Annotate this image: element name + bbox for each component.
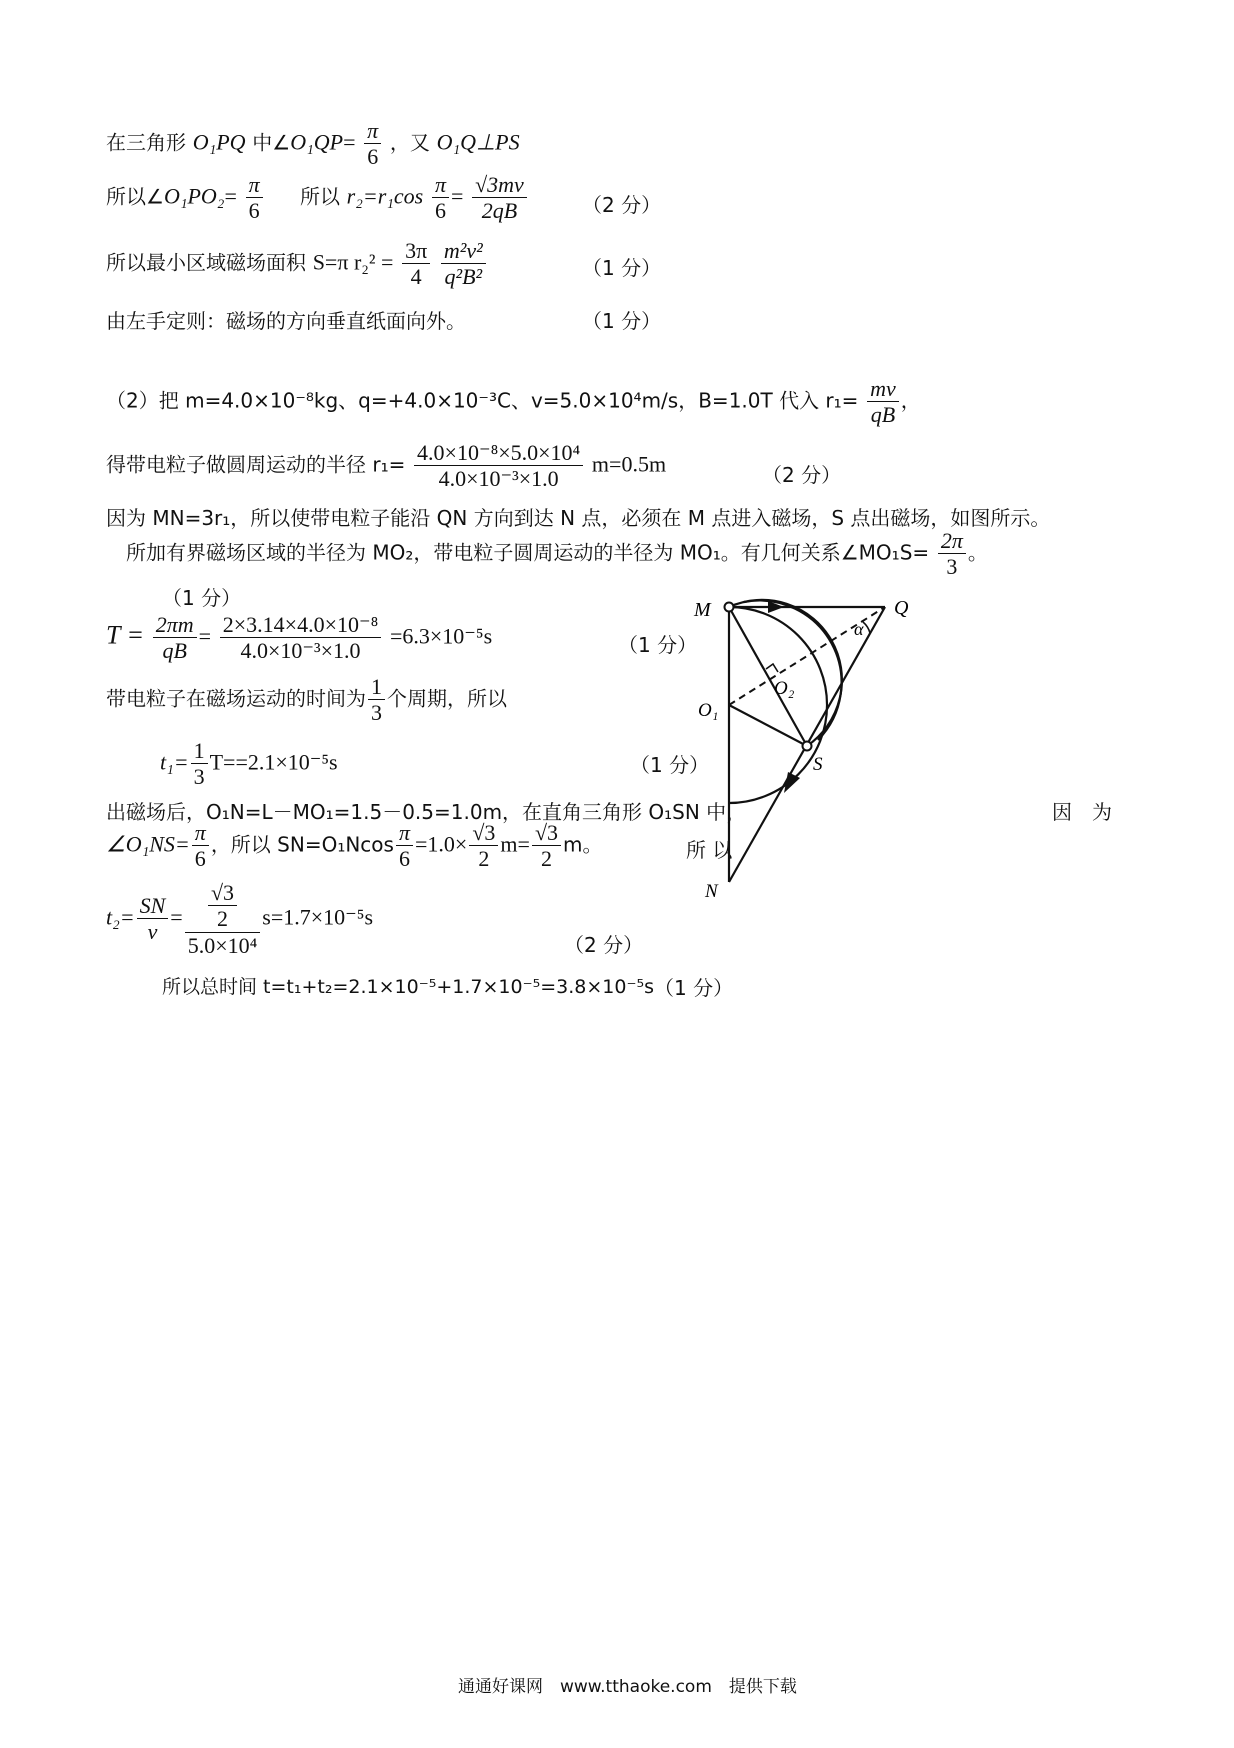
line-15 [106,880,373,958]
equals: = [343,129,356,155]
numerator: √3mv [472,172,527,198]
numerator: √3 [208,880,237,906]
text: =1.0× [415,831,468,857]
denominator: 6 [248,198,260,224]
line-1 [106,118,520,170]
denominator: 4.0×10⁻³×1.0 [438,466,559,492]
triangle-label: O₁PQ [192,129,246,155]
numerator: √3 [532,820,561,846]
numerator: 2πm [153,612,197,638]
t1-label: t₁= [160,749,189,775]
result: T==2.1×10⁻⁵s [209,749,338,775]
angle-label: O₁PO₂ [163,183,225,209]
denominator: 3 [193,764,205,790]
score: （1 分） [582,256,662,280]
denominator: 6 [434,198,446,224]
line-7: 因为 MN=3r₁，所以使带电粒子能沿 QN 方向到达 N 点，必须在 M 点进入磁场，S 点出磁场，如图所示。 [106,506,1051,530]
denominator: 6 [367,144,379,170]
numerator: mv [867,376,899,402]
denominator: 5.0×10⁴ [187,932,258,958]
line-16: 所以总时间 t=t₁+t₂=2.1×10⁻⁵+1.7×10⁻⁵=3.8×10⁻⁵s [162,976,654,998]
T-label: T = [106,620,145,650]
result: =6.3×10⁻⁵s [389,623,493,649]
denominator: q²B² [444,264,483,290]
score: （2 分） [762,463,842,487]
fraction [532,820,561,872]
fraction [402,238,430,290]
denominator: 4.0×10⁻³×1.0 [240,638,361,664]
line-12 [160,738,338,790]
denominator: 4 [410,264,422,290]
point-S [803,742,812,751]
result: m=0.5m [591,451,667,477]
text: 个周期，所以 [387,686,507,711]
area-expr: S=π r₂² = [312,249,394,275]
score: （2 分） [582,193,662,217]
text: m。 [563,832,603,857]
denominator: qB [162,638,187,664]
denominator: v [147,919,158,945]
angle-expr: ∠O₁NS= [106,831,190,857]
score: （1 分） [618,633,698,657]
numerator: π [364,118,381,144]
denominator: 3 [946,554,958,580]
denominator: 6 [398,846,410,872]
equals: = [224,183,237,209]
numerator [185,880,261,933]
geometry-figure [680,590,1040,910]
line-5 [106,376,921,428]
score: （1 分） [630,753,710,777]
fraction [153,612,197,664]
label-Q: Q [894,597,909,619]
label-M: M [694,599,711,621]
denominator: 2 [540,846,552,872]
line-2 [106,172,529,224]
fraction [137,893,169,945]
text: （2）把 m=4.0×10⁻⁸kg、q=+4.0×10⁻³C、v=5.0×10⁴m/s，B=1.0T 代入 r₁= [106,388,859,413]
right-angle-mark [766,664,778,672]
result: s=1.7×10⁻⁵s [262,904,374,930]
t2-label: t₂= [106,904,135,930]
footer-text: 通通好课网 www.tthaoke.com 提供下载 [458,1677,797,1697]
label-S: S [813,754,823,775]
line-4: 由左手定则：磁场的方向垂直纸面向外。 [106,309,466,333]
fraction [938,528,966,580]
numerator: m²v² [441,238,486,264]
score: （1 分） [162,586,242,610]
fraction [867,376,899,428]
line-11 [106,674,507,726]
label-O1: O₁ [698,700,719,721]
fraction [469,820,498,872]
line-14 [106,820,603,872]
text: 所以最小区域磁场面积 [106,250,306,275]
numerator: SN [137,893,169,919]
line-3 [106,238,488,290]
fraction [441,238,486,290]
denominator: 2 [478,846,490,872]
fraction [414,440,583,492]
fraction [364,118,381,170]
line-6 [106,440,666,492]
equals: = [170,904,183,930]
denominator: 2 [217,906,228,932]
numerator: 4.0×10⁻⁸×5.0×10⁴ [414,440,583,466]
numerator: √3 [469,820,498,846]
r2-expr: r₂=r₁cos [346,183,424,209]
fraction [396,820,413,872]
equals: = [450,183,464,209]
fraction [220,612,382,664]
score: （1 分） [582,309,662,333]
text: 得带电粒子做圆周运动的半径 r₁= [106,452,406,477]
line-14-right: 所 以 [686,838,733,862]
label-N: N [705,881,718,902]
compound-fraction [185,880,261,958]
fraction [368,674,385,726]
numerator: 3π [402,238,430,264]
fraction [246,172,263,224]
fraction [432,172,449,224]
text: 所以∠ [106,184,164,209]
numerator: π [396,820,413,846]
fraction [192,820,209,872]
denominator: 3 [371,700,382,726]
text: ，所以 SN=O₁Ncos [210,832,394,857]
numerator: π [246,172,263,198]
denominator: 6 [194,846,206,872]
text: m= [500,831,530,857]
angle-label: O₁QP [290,129,344,155]
text: ， [900,388,921,413]
numerator: 2π [938,528,966,554]
equals: = [198,623,212,649]
text: 在三角形 [106,130,186,155]
text: 。 [967,540,988,565]
point-M [725,603,734,612]
label-alpha: α [854,619,864,639]
label-O2: O₂ [774,678,795,699]
line-10 [106,612,492,664]
inner-fraction [208,880,237,932]
numerator: 1 [368,674,385,700]
line-8 [126,528,988,580]
line-13-right: 因 为 [1052,800,1112,824]
score: （1 分） [654,976,734,1000]
numerator: 2×3.14×4.0×10⁻⁸ [220,612,382,638]
denominator: qB [870,402,896,428]
fraction [472,172,527,224]
denominator: 2qB [481,198,518,224]
score: （2 分） [564,933,644,957]
numerator: π [432,172,449,198]
alpha-arc [863,622,870,633]
fraction [191,738,208,790]
text: 中∠ [252,130,291,155]
text: 所加有界磁场区域的半径为 MO₂，带电粒子圆周运动的半径为 MO₁。有几何关系∠MO₁S= [126,540,930,565]
text: 带电粒子在磁场运动的时间为 [106,686,366,711]
perp-expr: O₁Q⊥PS [436,129,520,155]
text: ，又 [389,130,430,155]
numerator: π [192,820,209,846]
line-13: 出磁场后，O₁N=L－MO₁=1.5－0.5=1.0m，在直角三角形 O₁SN 中， [106,800,747,824]
numerator: 1 [191,738,208,764]
text: 所以 [299,184,340,209]
